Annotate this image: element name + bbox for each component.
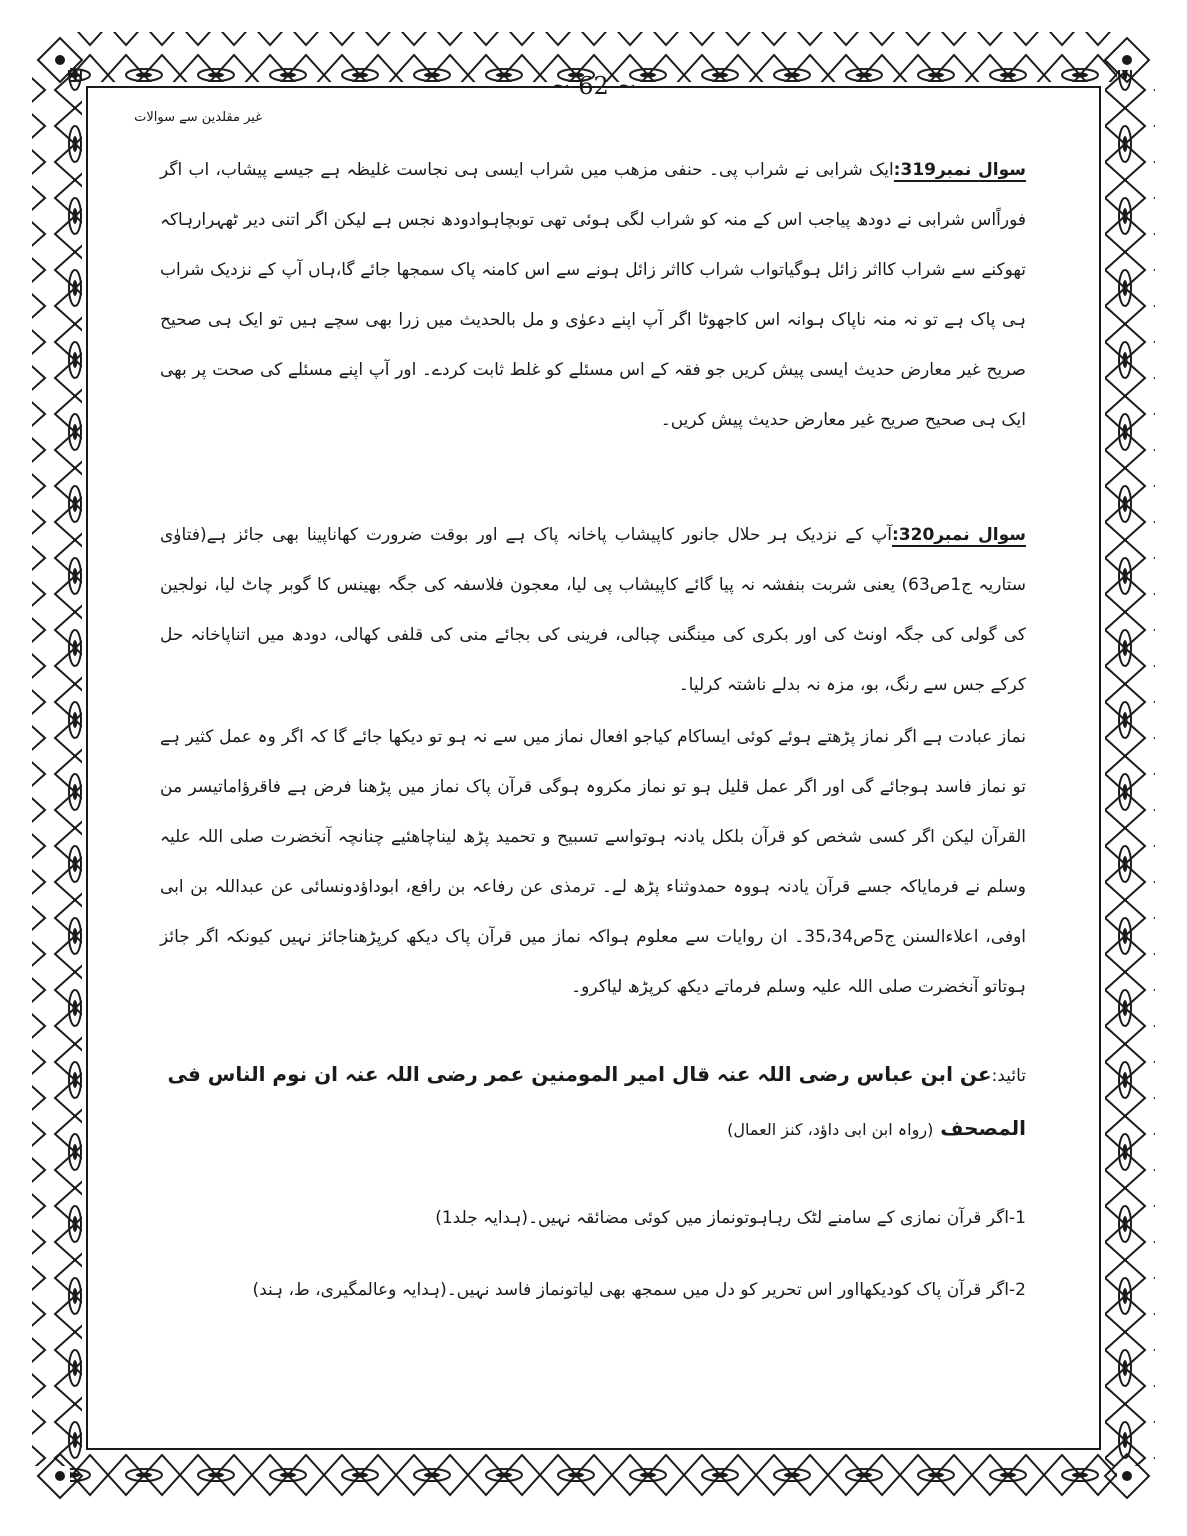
support-label: تائید:: [991, 1066, 1026, 1086]
support-arabic-line: [160, 1048, 1026, 1102]
question-320: [160, 510, 1026, 710]
prayer-paragraph: نماز عبادت ہے اگر نماز پڑھتے ہوئے کوئی ایساکام کیاجو افعال نماز میں سے نہ ہو تو دیکھا جائے گا کہ اگر وہ عمل کثیر ہے تو نماز فاسد ہوجائے گی اور اگر عمل قلیل ہو تو نماز مکروہ ہوگی قرآن پاک نماز میں پڑھنا فرض ہے فاقرؤاماتیسر من القرآن لیکن اگر کسی شخص کو قرآن بلکل یادنہ ہوتواسے تسبیح و تحمید پڑھ لیناچاھئیے چنانچہ آنخضرت صلی اللہ علیہ وسلم نے فرمایاکہ جسے قرآن یادنہ ہووہ حمدوثناء پڑھ لے۔ ترمذی عن رفاعہ بن رافع، ابوداؤدونسائی عن عبداللہ بن ابی اوفی، اعلاءالسنن ج5ص35،34۔ ان روایات سے معلوم ہواکہ نماز میں قرآن پاک دیکھ کرپڑھناجائز نہیں کیونکہ اگر جائز ہوتاتو آنخضرت صلی اللہ علیہ وسلم فرماتے دیکھ کرپڑھ لیاکرو۔: [160, 727, 1027, 997]
question-text: آپ کے نزدیک ہر حلال جانور کاپیشاب پاخانہ پاک ہے اور بوقت ضرورت کھاناپینا بھی جائز ہے(فتاوٰی ستاریہ ج1ص63) یعنی شربت بنفشہ نہ پیا گائے کاپیشاب پی لیا، معجون فلاسفہ کی جگہ بھینس کا گوبر چاٹ لیا، نولجین کی گولی کی جگہ اونٹ کی اور بکری کی مینگنی چبالی، فرینی کی بجائے منی کی قلفی کھالی، دودھ میں اتناپاخانہ حل کرکے جس سے رنگ، بو، مزہ نہ بدلے ناشتہ کرلیا۔: [160, 525, 1027, 695]
question-label: سوال نمبر320:: [891, 525, 1026, 545]
question-text: ایک شرابی نے شراب پی۔ حنفی مزھب میں شراب ایسی ہی نجاست غلیظہ ہے جیسے پیشاب، اب اگر فوراًاس شرابی نے دودھ پیاجب اس کے منہ کو شراب لگی ہوئی تھی توبچاہوادودھ نجس ہے لیکن اگر اتنی دیر ٹھہرارہاکہ تھوکنے سے شراب کااثر زائل ہوگیاتواب شراب کااثر زائل ہونے سے اس کامنہ پاک سمجھا جائے گا،ہاں آپ کے نزدیک شراب ہی پاک ہے تو نہ منہ ناپاک ہوانہ اس کاجھوٹا اگر آپ اپنے دعوٰی و مل بالحدیث میں زرا بھی سچے ہیں تو ایک ہی صحیح صریح غیر معارض حدیث ایسی پیش کریں جو فقہ کے اس مسئلے کو غلط ثابت کردے۔ اور آپ اپنے مسئلے کی صحت پر بھی ایک ہی صحیح صریح غیر معارض حدیث پیش کریں۔: [160, 160, 1026, 430]
question-label: سوال نمبر319:: [893, 160, 1026, 180]
question-319: [160, 145, 1026, 445]
support-arabic-text: عن ابن عباس رضی اللہ عنہ قال امیر المومنین عمر رضی اللہ عنہ ان نوم الناس فی: [167, 1062, 992, 1086]
list-item: 1-اگر قرآن نمازی کے سامنے لٹک رہاہوتونماز میں کوئی مضائقہ نہیں۔(ہدایہ جلد1): [435, 1208, 1026, 1228]
support-arabic-word: المصحف: [940, 1116, 1026, 1140]
header-title: غیر مقلدین سے سوالات: [134, 110, 262, 125]
rulings-list: [160, 1198, 1026, 1310]
question-319-paragraph: [160, 145, 1026, 445]
support-reference: (رواہ ابن ابی داؤد، کنز العمال): [727, 1120, 934, 1139]
support-arabic-line-2: [160, 1102, 1026, 1156]
list-item: 2-اگر قرآن پاک کودیکھااور اس تحریر کو دل میں سمجھ بھی لیاتونماز فاسد نہیں۔(ہدایہ وعالمگیری، ط، ہند): [252, 1280, 1026, 1300]
prayer-section: [160, 712, 1026, 1012]
page-number: ~ 62 ~: [550, 72, 637, 100]
question-320-paragraph: [160, 510, 1026, 710]
support-section: [160, 1048, 1026, 1156]
